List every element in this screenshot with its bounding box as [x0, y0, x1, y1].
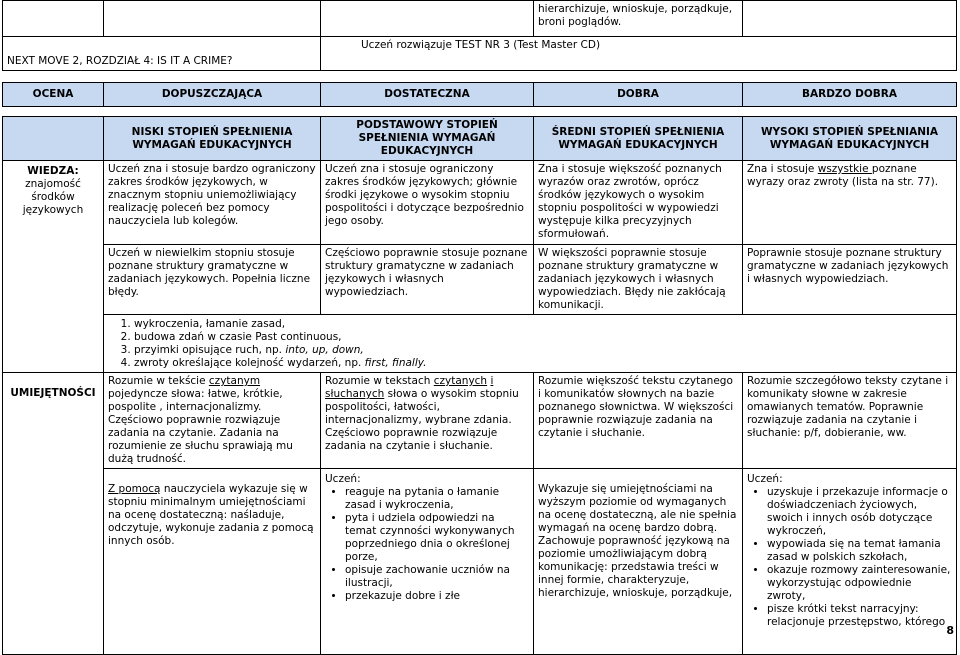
umiej-r1-dostateczna	[321, 373, 534, 469]
text-part: pojedyncze słowa: łatwe, krótkie, pospolite , internacjonalizmy. Częściowo poprawnie rozwiązuje zadania na czytanie. Zadania na rozumienie ze słuchu sprawiają mu dużą trudność.	[108, 388, 293, 465]
wiedza-r1-dopuszczajaca: Uczeń zna i stosuje bardzo ograniczony zakres środków językowych, w znacznym stopniu uniemożliwiający realizację poleceń bez pomocy nauczyciela lub kolegów.	[104, 161, 321, 245]
list-item	[134, 344, 952, 357]
level-sredni: ŚREDNI STOPIEŃ SPEŁNIENIA WYMAGAŃ EDUKACYJNYCH	[534, 117, 743, 161]
wiedza-label	[3, 161, 104, 373]
cell-intro: Uczeń:	[325, 473, 361, 485]
spacer-row	[3, 107, 957, 117]
test-line-cell	[321, 37, 957, 71]
grade-bardzo-dobra: BARDZO DOBRA	[743, 83, 957, 107]
wiedza-r2-dobra: W większości poprawnie stosuje poznane struktury gramatyczne w zadaniach językowych i własnych wypowiedziach. Błędy nie zakłócają komunikacji.	[534, 245, 743, 315]
umiej-r2-dostateczna	[321, 469, 534, 655]
list-italic: into, up, down,	[285, 344, 364, 356]
umiej-r1-dopuszczajaca	[104, 373, 321, 469]
text-underlined: Z pomocą	[108, 483, 161, 495]
list-text: przyimki opisujące ruch, np.	[134, 344, 286, 356]
list-item: • uzyskuje i przekazuje informacje o doświadczeniach życiowych, swoich i innych osób dotyczące wykroczeń,	[767, 486, 952, 538]
cell-empty	[743, 1, 957, 37]
list-item: • opisuje zachowanie uczniów na ilustracji,	[345, 564, 529, 590]
list-item: • przekazuje dobre i złe	[345, 590, 529, 603]
cell-empty	[3, 1, 104, 37]
umiej-r2-dobra: Wykazuje się umiejętnościami na wyższym poziomie od wymaganych na ocenę dostateczną, ale nie spełnia wymagań na ocenę bardzo dobrą. Zachowuje poprawność językową na poziomie umożliwiającym dobrą komunikację: przedstawia treści w innej formie, charakteryzuje, hierarchizuje, wnioskuje, porządkuje,	[534, 469, 743, 655]
text-underlined: wszystkie	[817, 163, 872, 175]
level-wysoki: WYSOKI STOPIEŃ SPEŁNIANIA WYMAGAŃ EDUKACYJNYCH	[743, 117, 957, 161]
list-text: wykroczenia, łamanie zasad,	[134, 318, 286, 330]
grammar-list-cell	[104, 315, 957, 373]
spacer-row	[3, 71, 957, 83]
text-part: Zna i stosuje	[747, 163, 818, 175]
page-number: 8	[946, 624, 954, 637]
list-item: • wypowiada się na temat łamania zasad w polskich szkołach,	[767, 538, 952, 564]
level-niski: NISKI STOPIEŃ SPEŁNIENIA WYMAGAŃ EDUKACYJNYCH	[104, 117, 321, 161]
wiedza-label-bold: WIEDZA:	[27, 165, 79, 177]
cell-empty	[104, 1, 321, 37]
text-underlined: czytanym	[208, 375, 261, 387]
list-item	[134, 357, 952, 370]
text-part: słowa o wysokim stopniu pospolitości, łatwości, internacjonalizmy, wybrane zdania. Częściowo poprawnie rozwiązuje zadania na czytanie i słuchanie.	[325, 388, 519, 452]
list-item: • reaguje na pytania o łamanie zasad i wykroczenia,	[345, 486, 529, 512]
cell-empty	[321, 1, 534, 37]
grade-dostateczna: DOSTATECZNA	[321, 83, 534, 107]
umiej-r2-dopuszczajaca	[104, 469, 321, 655]
unit-title-cell	[3, 37, 321, 71]
wiedza-r2-dopuszczajaca: Uczeń w niewielkim stopniu stosuje poznane struktury gramatyczne w zadaniach językowych. Popełnia liczne błędy.	[104, 245, 321, 315]
wiedza-r1-dostateczna: Uczeń zna i stosuje ograniczony zakres środków językowych; głównie środki językowe o wysokim stopniu pospolitości i dotyczące bezpośrednio jego osoby.	[321, 161, 534, 245]
list-italic: first, finally.	[364, 357, 427, 369]
text-part: Rozumie w tekstach	[325, 375, 434, 387]
wiedza-r2-bardzo-dobra: Poprawnie stosuje poznane struktury gramatyczne w zadaniach językowych i własnych wypowiedziach.	[743, 245, 957, 315]
text-part: Rozumie w tekście	[108, 375, 209, 387]
umiej-r2-bardzo-dobra	[743, 469, 957, 655]
level-empty	[3, 117, 104, 161]
list-item	[134, 318, 952, 331]
list-item: • pisze krótki tekst narracyjny: relacjonuje przestępstwo, którego	[767, 603, 952, 629]
umiej-r1-dobra: Rozumie większość tekstu czytanego i komunikatów słownych na bazie poznanego słownictwa. W większości poprawnie rozwiązuje zadania na czytanie i słuchanie.	[534, 373, 743, 469]
list-item: • okazuje rozmowy zainteresowanie, wykorzystując odpowiednie zwroty,	[767, 564, 952, 603]
text-underlined: czytanych	[433, 375, 488, 387]
level-podstawowy: PODSTAWOWY STOPIEŃ SPEŁNIENIA WYMAGAŃ EDUKACYJNYCH	[321, 117, 534, 161]
grade-label: OCENA	[3, 83, 104, 107]
list-text: budowa zdań w czasie Past continuous,	[134, 331, 342, 343]
text-part: nauczyciela wykazuje się w stopniu minimalnym umiejętnościami na ocenę dostateczną: naśladuje, odczytuje, wykonuje zadania z pomocą innych osób.	[108, 483, 314, 547]
wiedza-r1-bardzo-dobra	[743, 161, 957, 245]
umiejetnosci-label: UMIEJĘTNOŚCI	[3, 373, 104, 655]
cell-intro: Uczeń:	[747, 473, 783, 485]
umiej-r1-bardzo-dobra: Rozumie szczegółowo teksty czytane i komunikaty słowne w zakresie omawianych tematów. Poprawnie rozwiązuje zadania na czytanie i słuchanie: p/f, dobieranie, ww.	[743, 373, 957, 469]
grammar-list	[108, 318, 952, 370]
list-item	[134, 331, 952, 344]
continuation-text: hierarchizuje, wnioskuje, porządkuje, broni poglądów.	[534, 1, 743, 37]
wiedza-r1-dobra: Zna i stosuje większość poznanych wyrazów oraz zwrotów, oprócz środków językowych o wysokim stopniu pospolitości w wypowiedzi występuje kilka precyzyjnych sformułowań.	[534, 161, 743, 245]
unit-title: NEXT MOVE 2, ROZDZIAŁ 4: IS IT A CRIME?	[7, 55, 233, 67]
wiedza-r2-dostateczna: Częściowo poprawnie stosuje poznane struktury gramatyczne w zadaniach językowych i własnych wypowiedziach.	[321, 245, 534, 315]
list-text: zwroty określające kolejność wydarzeń, np.	[134, 357, 365, 369]
bullet-list	[325, 486, 529, 603]
test-line: Uczeń rozwiązuje TEST NR 3 (Test Master CD)	[361, 39, 601, 51]
text-underlined: i słuchanych	[325, 375, 494, 400]
bullet-list	[747, 486, 952, 629]
grade-dopuszczajaca: DOPUSZCZAJĄCA	[104, 83, 321, 107]
grade-dobra: DOBRA	[534, 83, 743, 107]
text-part: poznane wyrazy oraz zwroty (lista na str. 77).	[747, 163, 939, 188]
requirements-table	[2, 0, 957, 655]
list-item: • pyta i udziela odpowiedzi na temat czynności wykonywanych poprzedniego dnia o określonej porze,	[345, 512, 529, 564]
wiedza-label-rest: znajomość środków językowych	[22, 178, 84, 216]
